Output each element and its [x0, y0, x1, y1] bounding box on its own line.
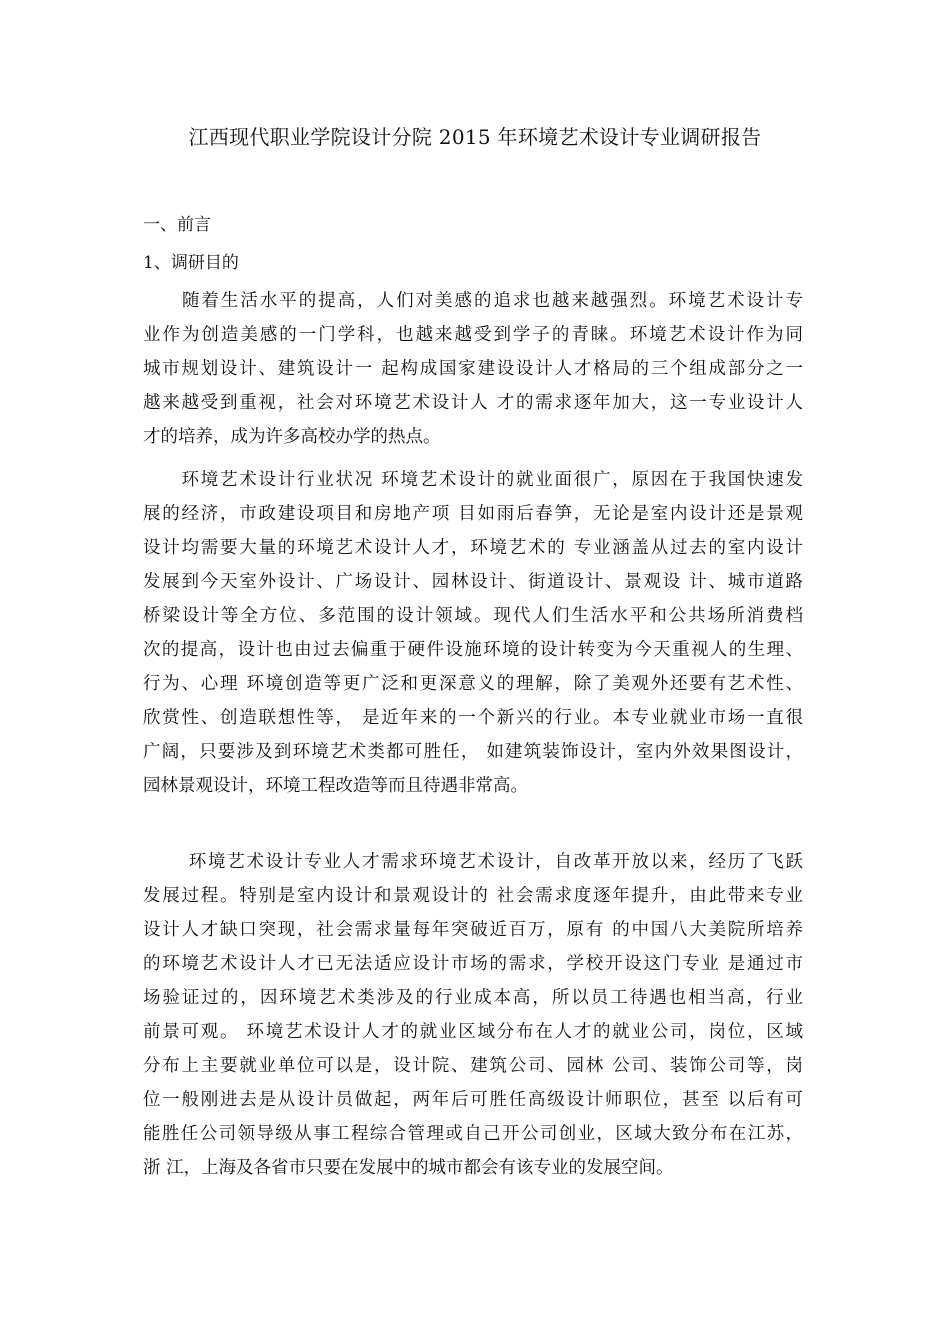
paragraph-line: 业作为创造美感的一门学科，也越来越受到学子的青睐。环境艺术设计作为同: [143, 325, 803, 345]
paragraph-line: 随着生活水平的提高，人们对美感的追求也越来越强烈。环境艺术设计专: [143, 291, 803, 311]
paragraph-line: 浙 江，上海及各省市只要在发展中的城市都会有该专业的发展空间。: [143, 1158, 674, 1178]
paragraph-line: 行为、心理 环境创造等更广泛和更深意义的理解，除了美观外还要有艺术性、: [143, 674, 803, 694]
paragraph-line: 展的经济，市政建设项目和房地产项 目如雨后春笋，无论是室内设计还是景观: [143, 504, 803, 524]
paragraph-industry-status: [143, 463, 803, 803]
subsection-heading: 1、调研目的: [143, 253, 239, 273]
section-heading: 一、前言: [143, 215, 211, 235]
paragraph-line: 设计均需要大量的环境艺术设计人才，环境艺术的 专业涵盖从过去的室内设计: [143, 538, 803, 558]
paragraph-talent-demand: [143, 845, 803, 1185]
paragraph-line: 位一般刚进去是从设计员做起，两年后可胜任高级设计师职位，甚至 以后有可: [143, 1090, 803, 1110]
paragraph-line: 发展过程。特别是室内设计和景观设计的 社会需求度逐年提升，由此带来专业: [143, 886, 803, 906]
paragraph-line: 欣赏性、创造联想性等， 是近年来的一个新兴的行业。本专业就业市场一直很: [143, 708, 803, 728]
paragraph-line: 能胜任公司领导级从事工程综合管理或自己开公司创业，区域大致分布在江苏，: [143, 1124, 803, 1144]
paragraph-line: 广阔，只要涉及到环境艺术类都可胜任， 如建筑装饰设计，室内外效果图设计，: [143, 742, 803, 762]
paragraph-line: 的环境艺术设计人才已无法适应设计市场的需求，学校开设这门专业 是通过市: [143, 954, 803, 974]
paragraph-line: 设计人才缺口突现，社会需求量每年突破近百万，原有 的中国八大美院所培养: [143, 920, 803, 940]
paragraph-line: 发展到今天室外设计、广场设计、园林设计、街道设计、景观设 计、城市道路: [143, 572, 803, 592]
paragraph-line: 园林景观设计，环境工程改造等而且待遇非常高。: [143, 776, 528, 796]
paragraph-line: 环境艺术设计专业人才需求环境艺术设计，自改革开放以来，经历了飞跃: [143, 852, 803, 872]
paragraph-line: 分布上主要就业单位可以是，设计院、建筑公司、园林 公司、装饰公司等，岗: [143, 1056, 803, 1076]
paragraph-purpose: [143, 284, 803, 454]
paragraph-line: 桥梁设计等全方位、多范围的设计领域。现代人们生活水平和公共场所消费档: [143, 606, 803, 626]
paragraph-line: 场验证过的，因环境艺术类涉及的行业成本高，所以员工待遇也相当高，行业: [143, 988, 803, 1008]
paragraph-line: 前景可观。 环境艺术设计人才的就业区域分布在人才的就业公司，岗位，区域: [143, 1022, 803, 1042]
paragraph-line: 次的提高，设计也由过去偏重于硬件设施环境的设计转变为今天重视人的生理、: [143, 640, 803, 660]
paragraph-line: 才的培养，成为许多高校办学的热点。: [143, 427, 441, 447]
document-title: 江西现代职业学院设计分院 2015 年环境艺术设计专业调研报告: [188, 125, 762, 149]
paragraph-line: 城市规划设计、建筑设计一 起构成国家建设设计人才格局的三个组成部分之一: [143, 359, 803, 379]
paragraph-line: 越来越受到重视，社会对环境艺术设计人 才的需求逐年加大，这一专业设计人: [143, 393, 803, 413]
paragraph-line: 环境艺术设计行业状况 环境艺术设计的就业面很广，原因在于我国快速发: [143, 470, 803, 490]
